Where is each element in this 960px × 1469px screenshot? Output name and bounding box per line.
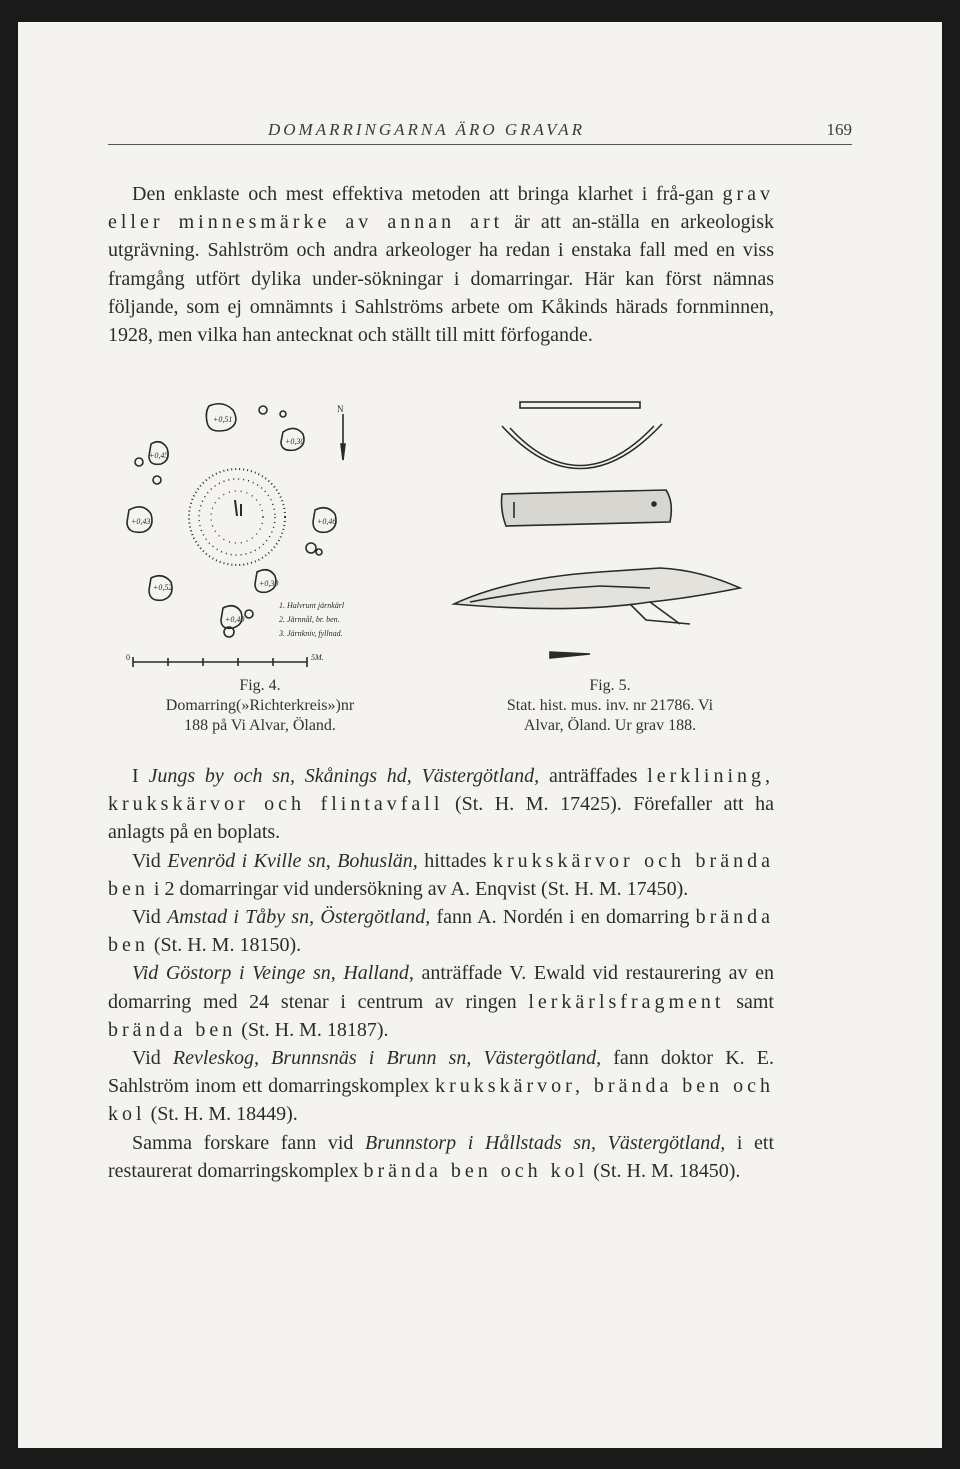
- italic-place-name: Amstad i Tåby sn, Östergötland,: [167, 906, 431, 929]
- text-run: anträffades: [539, 765, 648, 787]
- stone-label: +0,30: [259, 579, 279, 588]
- figure-4-caption: [110, 676, 410, 736]
- figure-5-caption-line1: Stat. hist. mus. inv. nr 21786. Vi: [506, 697, 714, 714]
- spaced-emphasis: grav eller minnesmärke av annan art: [108, 183, 774, 234]
- body-paragraph: [108, 1129, 774, 1185]
- figure-4-plan: [125, 392, 420, 682]
- stone-label: +0,52: [153, 583, 173, 592]
- text-run: anträffade V. Ewald vid restaurering av en domarring med 24 stenar i centrum av ringen: [108, 962, 775, 1013]
- stone-label: +0,46: [317, 517, 337, 526]
- text-run: (St. H. M. 18150).: [148, 934, 302, 957]
- stone-label: +0,30: [285, 437, 305, 446]
- text-run: Vid: [132, 849, 168, 872]
- figure-5-label: Fig. 5.: [589, 677, 631, 694]
- body-paragraph: [108, 1044, 774, 1129]
- legend-item: 3. Järnkniv, fyllnad.: [279, 629, 343, 638]
- legend-item: 2. Järnnål, br. ben.: [279, 615, 340, 624]
- text-run: i 2 domarringar vid undersökning av A. Enqvist (St. H. M. 17450).: [148, 877, 689, 900]
- figure-4-caption-line1: Domarring(»Richterkreis»)nr: [165, 697, 355, 714]
- spaced-emphasis: brända ben: [108, 906, 774, 957]
- legend-item: 1. Halvrunt järnkärl: [279, 601, 345, 610]
- intro-paragraph: Den enklaste och mest effektiva metoden att bringa klarhet i frå-gan grav eller minnesmärke av annan art är att an-ställa en arkeologisk utgrävning. Sahlström och andra arkeologer ha redan i enstaka fall med en viss framgång utfört dylika under-sökningar i domarringar. Här kan först nämnas följande, som ej omnämnts i Sahlströms arbete om Kåkinds härads fornminnen, 1928, men vilka han antecknat och ställt till mitt förfogande.: [108, 183, 774, 347]
- text-run: (St. H. M. 17425). Förefaller att ha anlagts på en boplats.: [108, 793, 774, 844]
- body-paragraph: [108, 903, 774, 959]
- page-number: 169: [826, 120, 852, 139]
- stone-label: +0,45: [149, 451, 169, 460]
- spaced-emphasis: brända ben: [108, 1018, 237, 1041]
- figure-5-artifacts: [450, 392, 760, 672]
- stone-label: +0,43: [131, 517, 151, 526]
- body-text-block: [108, 762, 774, 1185]
- spaced-emphasis: brända ben och kol: [363, 1159, 589, 1182]
- spaced-emphasis: lerkärlsfragment: [528, 990, 725, 1013]
- stone-label: +0,40: [225, 615, 245, 624]
- text-run: (St. H. M. 18450).: [588, 1159, 741, 1182]
- text-run: Vid: [132, 906, 168, 929]
- figure-5-caption-line2: Alvar, Öland. Ur grav 188.: [523, 717, 697, 734]
- spaced-emphasis: krukskärvor, brända ben och kol: [108, 1075, 774, 1126]
- text-run: (St. H. M. 18449).: [145, 1103, 298, 1126]
- text-run: hittades: [417, 849, 494, 872]
- page-header: [108, 120, 852, 145]
- figure-5-caption: [455, 676, 765, 736]
- scale-label: 5M.: [311, 653, 324, 662]
- text-run: fann doktor K. E. Sahlström inom ett domarringskomplex: [108, 1047, 774, 1098]
- italic-place-name: Revleskog, Brunnsnäs i Brunn sn, Västergötland,: [172, 1047, 602, 1070]
- italic-place-name: Jungs by och sn, Skånings hd, Västergötland,: [148, 765, 540, 787]
- italic-place-name: Vid Göstorp i Veinge sn, Halland,: [132, 962, 414, 985]
- text-run: Samma forskare fann vid: [132, 1131, 366, 1154]
- figure-4-label: Fig. 4.: [239, 677, 281, 694]
- text-run: I: [132, 765, 149, 787]
- scale-zero: 0: [126, 653, 130, 662]
- north-label: N: [337, 404, 344, 414]
- italic-place-name: Evenröd i Kville sn, Bohuslän,: [167, 849, 418, 872]
- text-run: Vid: [132, 1047, 173, 1070]
- stone-label: +0,51: [213, 415, 233, 424]
- figure-4-caption-line2: 188 på Vi Alvar, Öland.: [184, 717, 336, 734]
- body-paragraph: [108, 959, 774, 1044]
- text-run: i ett restaurerat domarringskomplex: [108, 1131, 775, 1182]
- spaced-emphasis: krukskärvor och brända ben: [108, 849, 774, 900]
- body-paragraph: [108, 762, 774, 847]
- body-paragraph: [108, 847, 774, 903]
- text-run: samt: [724, 990, 774, 1013]
- text-run: (St. H. M. 18187).: [236, 1018, 389, 1041]
- italic-place-name: Brunnstorp i Hållstads sn, Västergötland,: [365, 1131, 726, 1154]
- running-title: DOMARRINGARNA ÄRO GRAVAR: [268, 120, 585, 139]
- intro-paragraph-block: [108, 180, 774, 349]
- spaced-emphasis: lerklining, krukskärvor och flintavfall: [108, 765, 774, 816]
- text-run: fann A. Nordén i en domarring: [430, 906, 696, 929]
